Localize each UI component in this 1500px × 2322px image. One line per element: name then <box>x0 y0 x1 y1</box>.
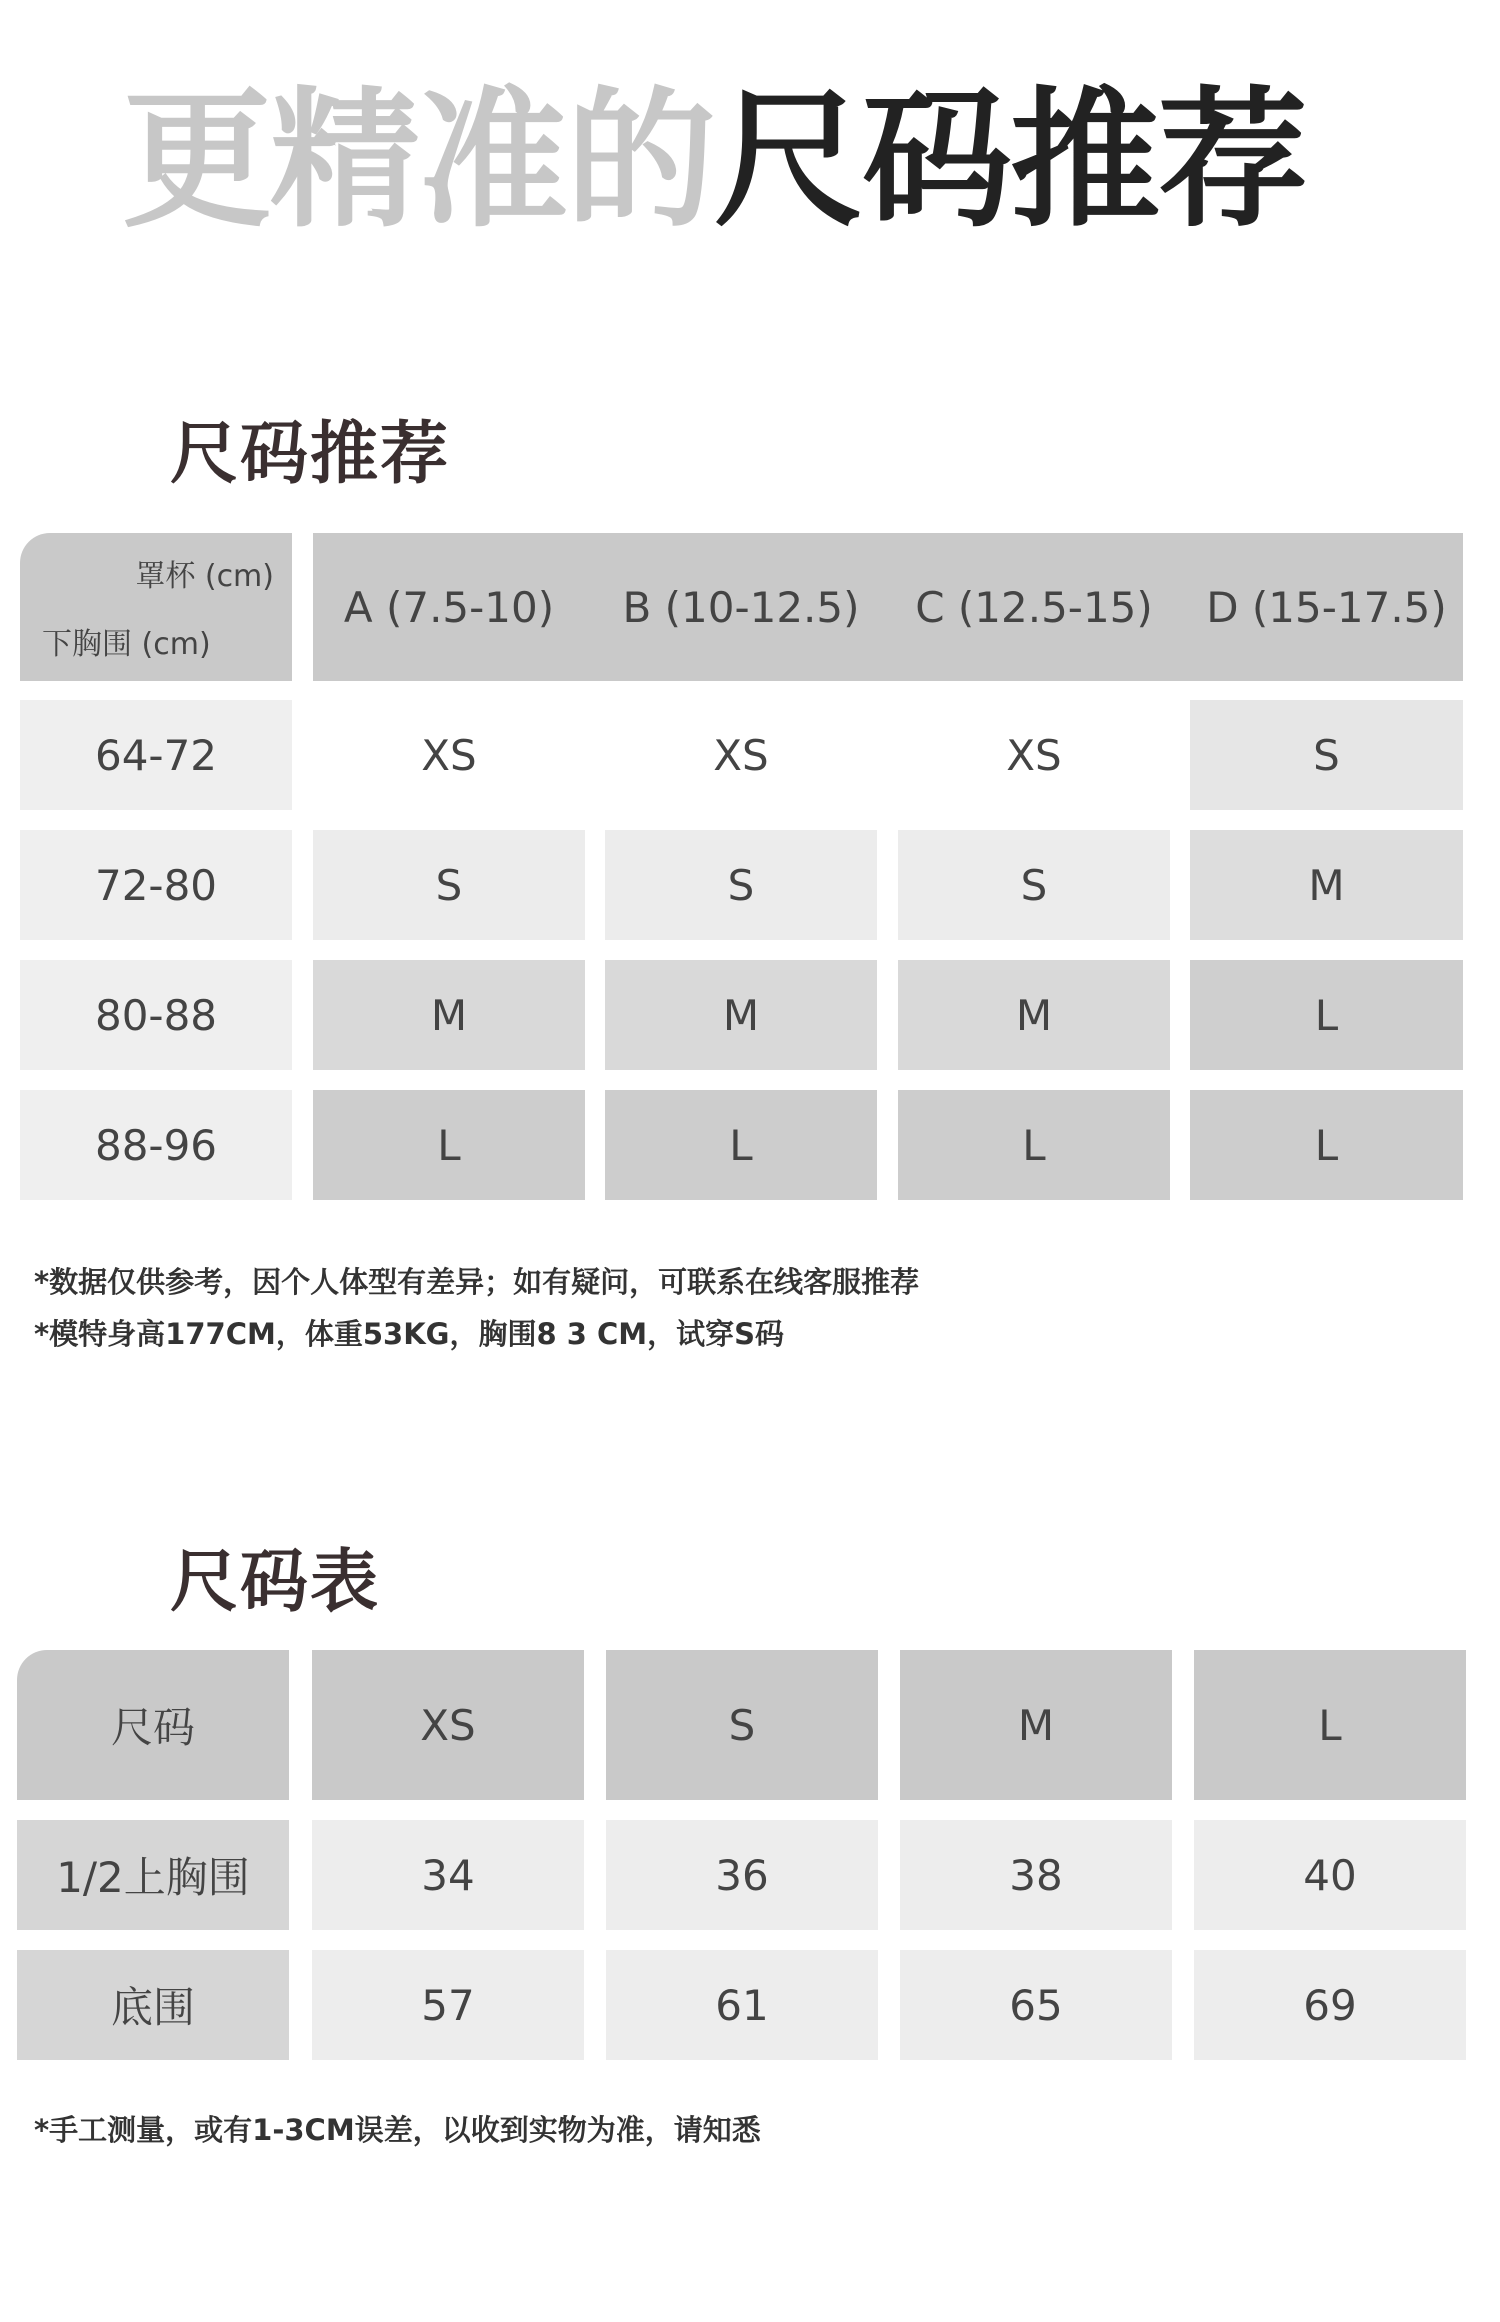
size-header-m: M <box>900 1650 1172 1800</box>
measure-cell: 57 <box>312 1950 584 2060</box>
size-header-label: 尺码 <box>17 1650 289 1800</box>
band-row-label: 88-96 <box>20 1090 292 1200</box>
size-header-l: L <box>1194 1650 1466 1800</box>
size-cell: S <box>1190 700 1463 810</box>
size-cell: M <box>313 960 585 1070</box>
recommend-note-1: *数据仅供参考，因个人体型有差异；如有疑问，可联系在线客服推荐 <box>34 1265 920 1299</box>
size-cell: S <box>898 830 1170 940</box>
band-row-label: 80-88 <box>20 960 292 1070</box>
size-cell: M <box>1190 830 1463 940</box>
measure-cell: 69 <box>1194 1950 1466 2060</box>
hero-heading <box>122 74 1307 248</box>
cup-column-d: D (15-17.5) <box>1206 582 1447 632</box>
measure-cell: 40 <box>1194 1820 1466 1930</box>
measure-cell: 36 <box>606 1820 878 1930</box>
cup-axis-label: 罩杯 (cm) <box>135 559 274 594</box>
size-header-xs: XS <box>312 1650 584 1800</box>
size-cell: S <box>313 830 585 940</box>
size-cell: L <box>898 1090 1170 1200</box>
size-cell: M <box>898 960 1170 1070</box>
size-cell: L <box>1190 960 1463 1070</box>
recommend-title: 尺码推荐 <box>170 415 451 494</box>
cup-column-b: B (10-12.5) <box>622 582 860 632</box>
recommend-note-2: *模特身高177CM，体重53KG，胸围8 3 CM，试穿S码 <box>34 1317 785 1351</box>
size-table-title: 尺码表 <box>170 1543 381 1622</box>
hero-dark-text: 尺码推荐 <box>714 74 1307 248</box>
size-cell: S <box>605 830 877 940</box>
measure-cell: 34 <box>312 1820 584 1930</box>
table-corner-cell <box>20 533 292 681</box>
hero-light-text: 更精准的 <box>122 74 715 248</box>
size-cell: XS <box>605 700 877 810</box>
band-row-label: 64-72 <box>20 700 292 810</box>
size-cell: M <box>605 960 877 1070</box>
measure-cell: 38 <box>900 1820 1172 1930</box>
measure-cell: 65 <box>900 1950 1172 2060</box>
cup-column-a: A (7.5-10) <box>343 582 555 632</box>
measure-cell: 61 <box>606 1950 878 2060</box>
measure-row-label: 1/2上胸围 <box>17 1820 289 1930</box>
size-cell: L <box>605 1090 877 1200</box>
size-cell: L <box>313 1090 585 1200</box>
band-row-label: 72-80 <box>20 830 292 940</box>
cup-column-c: C (12.5-15) <box>915 582 1153 632</box>
size-header-s: S <box>606 1650 878 1800</box>
size-cell: L <box>1190 1090 1463 1200</box>
measure-row-label: 底围 <box>17 1950 289 2060</box>
band-axis-label: 下胸围 (cm) <box>42 627 211 662</box>
size-table-note: *手工测量，或有1-3CM误差，以收到实物为准，请知悉 <box>34 2113 761 2147</box>
size-cell: XS <box>313 700 585 810</box>
size-cell: XS <box>898 700 1170 810</box>
